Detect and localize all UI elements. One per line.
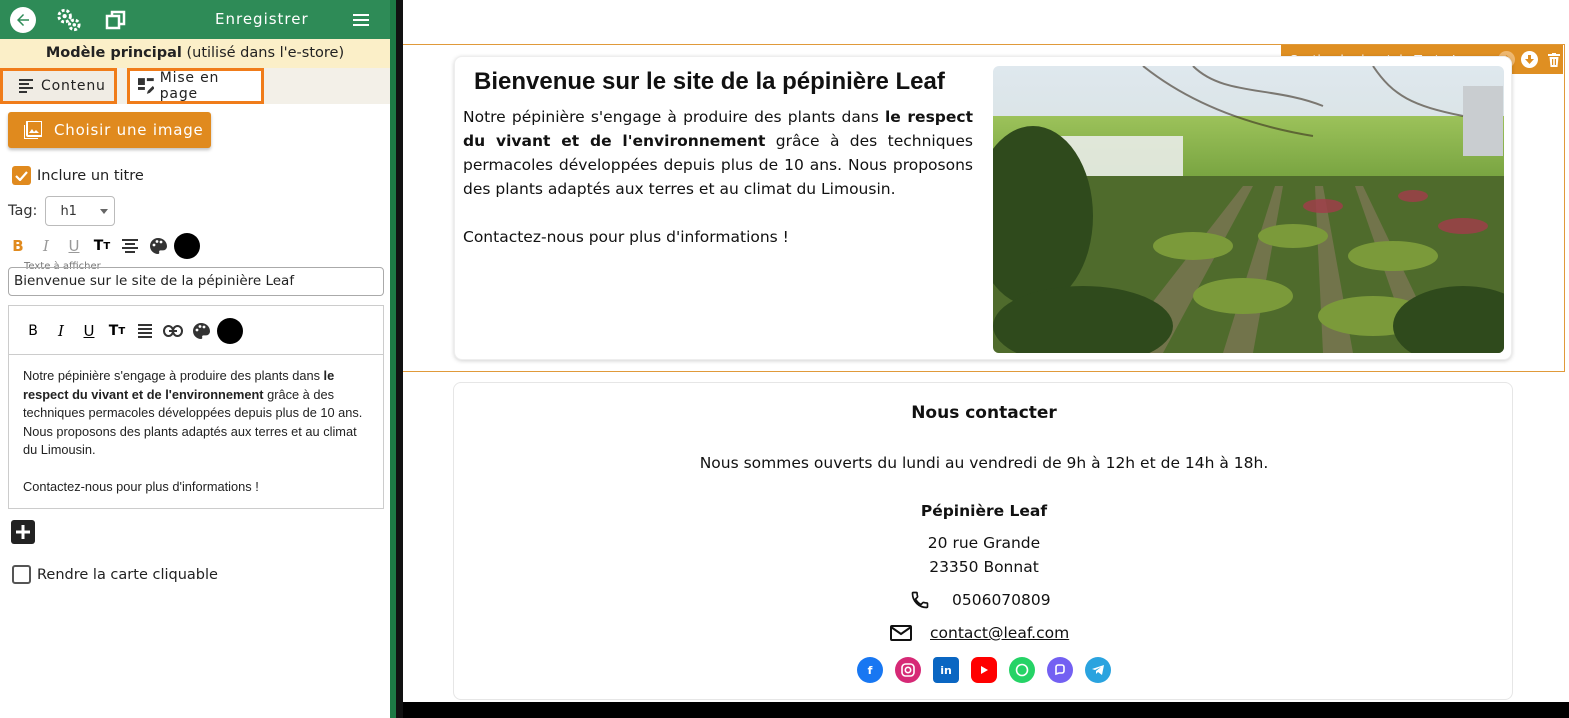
email-row[interactable] bbox=[890, 624, 1069, 642]
settings-button[interactable] bbox=[55, 6, 82, 33]
card-body bbox=[463, 105, 973, 249]
gears-icon bbox=[55, 6, 82, 34]
tag-select[interactable] bbox=[45, 196, 115, 226]
underline-icon[interactable]: U bbox=[83, 322, 95, 340]
tab-mise-en-page[interactable] bbox=[127, 68, 264, 104]
title-format-toolbar bbox=[4, 233, 200, 259]
editor-tabs bbox=[0, 68, 390, 104]
include-title-checkbox[interactable] bbox=[12, 166, 31, 185]
address-city: 23350 Bonnat bbox=[929, 558, 1039, 576]
card-text: grâce à des techniques permacoles développées depuis plus de 10 ans. Nous proposons des plants adaptés aux terres et au climat du Limousin. bbox=[463, 132, 973, 198]
card-paragraph: Contactez-nous pour plus d'informations ! bbox=[463, 228, 789, 246]
link-icon[interactable] bbox=[159, 319, 187, 343]
content-icon bbox=[19, 79, 35, 93]
card-text-bold: le respect du vivant et de l'environnement bbox=[463, 108, 974, 150]
choose-image-label: Choisir une image bbox=[54, 121, 204, 139]
address-street: 20 rue Grande bbox=[927, 534, 1041, 552]
rich-text-bold: le respect du vivant et de l'environnement bbox=[23, 368, 335, 402]
caret-down-icon bbox=[100, 209, 108, 214]
tag-value: h1 bbox=[60, 203, 77, 219]
check-icon bbox=[15, 171, 28, 181]
facebook-icon[interactable]: f bbox=[857, 657, 883, 683]
rich-text-span: Notre pépinière s'engage à produire des plants dans bbox=[23, 368, 324, 383]
include-title-row[interactable] bbox=[12, 166, 144, 185]
palette-icon[interactable] bbox=[187, 319, 215, 343]
tag-row bbox=[8, 196, 115, 226]
italic-icon[interactable]: I bbox=[58, 322, 64, 340]
text-image-card[interactable] bbox=[454, 56, 1512, 360]
text-size-icon[interactable]: T T bbox=[93, 238, 111, 254]
rich-text-content[interactable] bbox=[9, 355, 383, 508]
back-button[interactable] bbox=[9, 6, 36, 33]
phone-row[interactable] bbox=[910, 590, 1051, 610]
viber-icon[interactable] bbox=[1047, 657, 1073, 683]
email-link[interactable]: contact@leaf.com bbox=[930, 624, 1070, 642]
editor-toolbar bbox=[0, 0, 390, 39]
text-size-icon[interactable]: T T bbox=[108, 323, 126, 339]
arrow-left-icon bbox=[10, 7, 36, 33]
bold-icon[interactable]: B bbox=[12, 237, 24, 255]
rich-text-editor[interactable] bbox=[8, 305, 384, 509]
choose-image-button[interactable] bbox=[8, 112, 211, 148]
business-name: Pépinière Leaf bbox=[920, 502, 1048, 520]
phone-icon bbox=[910, 590, 930, 610]
rich-text-paragraph bbox=[23, 367, 369, 460]
rich-text-paragraph: Contactez-nous pour plus d'informations ! bbox=[23, 478, 259, 494]
move-down-icon[interactable] bbox=[1521, 51, 1538, 68]
body-format-toolbar bbox=[19, 318, 243, 344]
contact-card bbox=[453, 382, 1513, 700]
copy-icon bbox=[104, 8, 128, 32]
plus-icon bbox=[16, 525, 30, 539]
palette-icon[interactable] bbox=[144, 234, 172, 258]
linkedin-icon[interactable]: in bbox=[933, 657, 959, 683]
editor-panel bbox=[0, 0, 390, 718]
underline-icon[interactable]: U bbox=[68, 237, 80, 255]
model-banner bbox=[0, 39, 390, 68]
telegram-icon[interactable] bbox=[1085, 657, 1111, 683]
clickable-card-row[interactable] bbox=[12, 565, 218, 584]
contact-title: Nous contacter bbox=[911, 403, 1057, 423]
youtube-icon[interactable] bbox=[971, 657, 997, 683]
bold-icon[interactable]: B bbox=[28, 323, 38, 339]
card-text: Notre pépinière s'engage à produire des plants dans bbox=[463, 108, 885, 126]
card-title: Bienvenue sur le site de la pépinière Leaf bbox=[474, 68, 945, 95]
mail-icon bbox=[890, 625, 912, 641]
delete-icon[interactable] bbox=[1545, 51, 1562, 68]
include-title-label: Inclure un titre bbox=[37, 167, 144, 184]
clickable-card-checkbox[interactable] bbox=[12, 565, 31, 584]
instagram-icon[interactable] bbox=[895, 657, 921, 683]
model-name: Modèle principal bbox=[45, 45, 182, 61]
nursery-photo bbox=[993, 66, 1504, 353]
site-preview bbox=[403, 0, 1569, 702]
body-color-swatch[interactable] bbox=[217, 318, 243, 344]
tab-contenu-label: Contenu bbox=[41, 78, 106, 94]
text-field-label: Texte à afficher bbox=[20, 261, 105, 272]
menu-button[interactable] bbox=[347, 6, 374, 33]
card-paragraph bbox=[463, 105, 973, 201]
social-links bbox=[857, 657, 1123, 683]
title-text-input[interactable]: Bienvenue sur le site de la pépinière Leaf bbox=[8, 267, 384, 296]
italic-icon[interactable]: I bbox=[43, 237, 49, 255]
clickable-card-label: Rendre la carte cliquable bbox=[37, 566, 218, 583]
opening-hours: Nous sommes ouverts du lundi au vendredi de 9h à 12h et de 14h à 18h. bbox=[699, 454, 1269, 472]
phone-number: 0506070809 bbox=[952, 591, 1051, 609]
save-button[interactable]: Enregistrer bbox=[215, 10, 309, 28]
tab-mise-en-page-label: Mise en page bbox=[159, 70, 220, 102]
add-block-button[interactable] bbox=[11, 520, 35, 544]
align-center-icon[interactable] bbox=[116, 234, 144, 258]
title-color-swatch[interactable] bbox=[174, 233, 200, 259]
rich-text-toolbar bbox=[9, 306, 383, 355]
layout-icon bbox=[138, 78, 154, 94]
rich-text-span: grâce à des techniques permacoles développées depuis plus de 10 ans. Nous proposons des plants adaptés aux terres et au climat du Limousin. bbox=[23, 386, 363, 457]
whatsapp-icon[interactable] bbox=[1009, 657, 1035, 683]
duplicate-button[interactable] bbox=[102, 6, 129, 33]
panel-divider[interactable] bbox=[396, 0, 403, 718]
tag-label: Tag: bbox=[8, 203, 38, 219]
hamburger-icon bbox=[353, 13, 369, 27]
justify-icon[interactable] bbox=[131, 319, 159, 343]
tab-contenu[interactable] bbox=[0, 68, 117, 104]
model-note: (utilisé dans l'e-store) bbox=[181, 45, 345, 61]
image-icon bbox=[24, 121, 42, 139]
